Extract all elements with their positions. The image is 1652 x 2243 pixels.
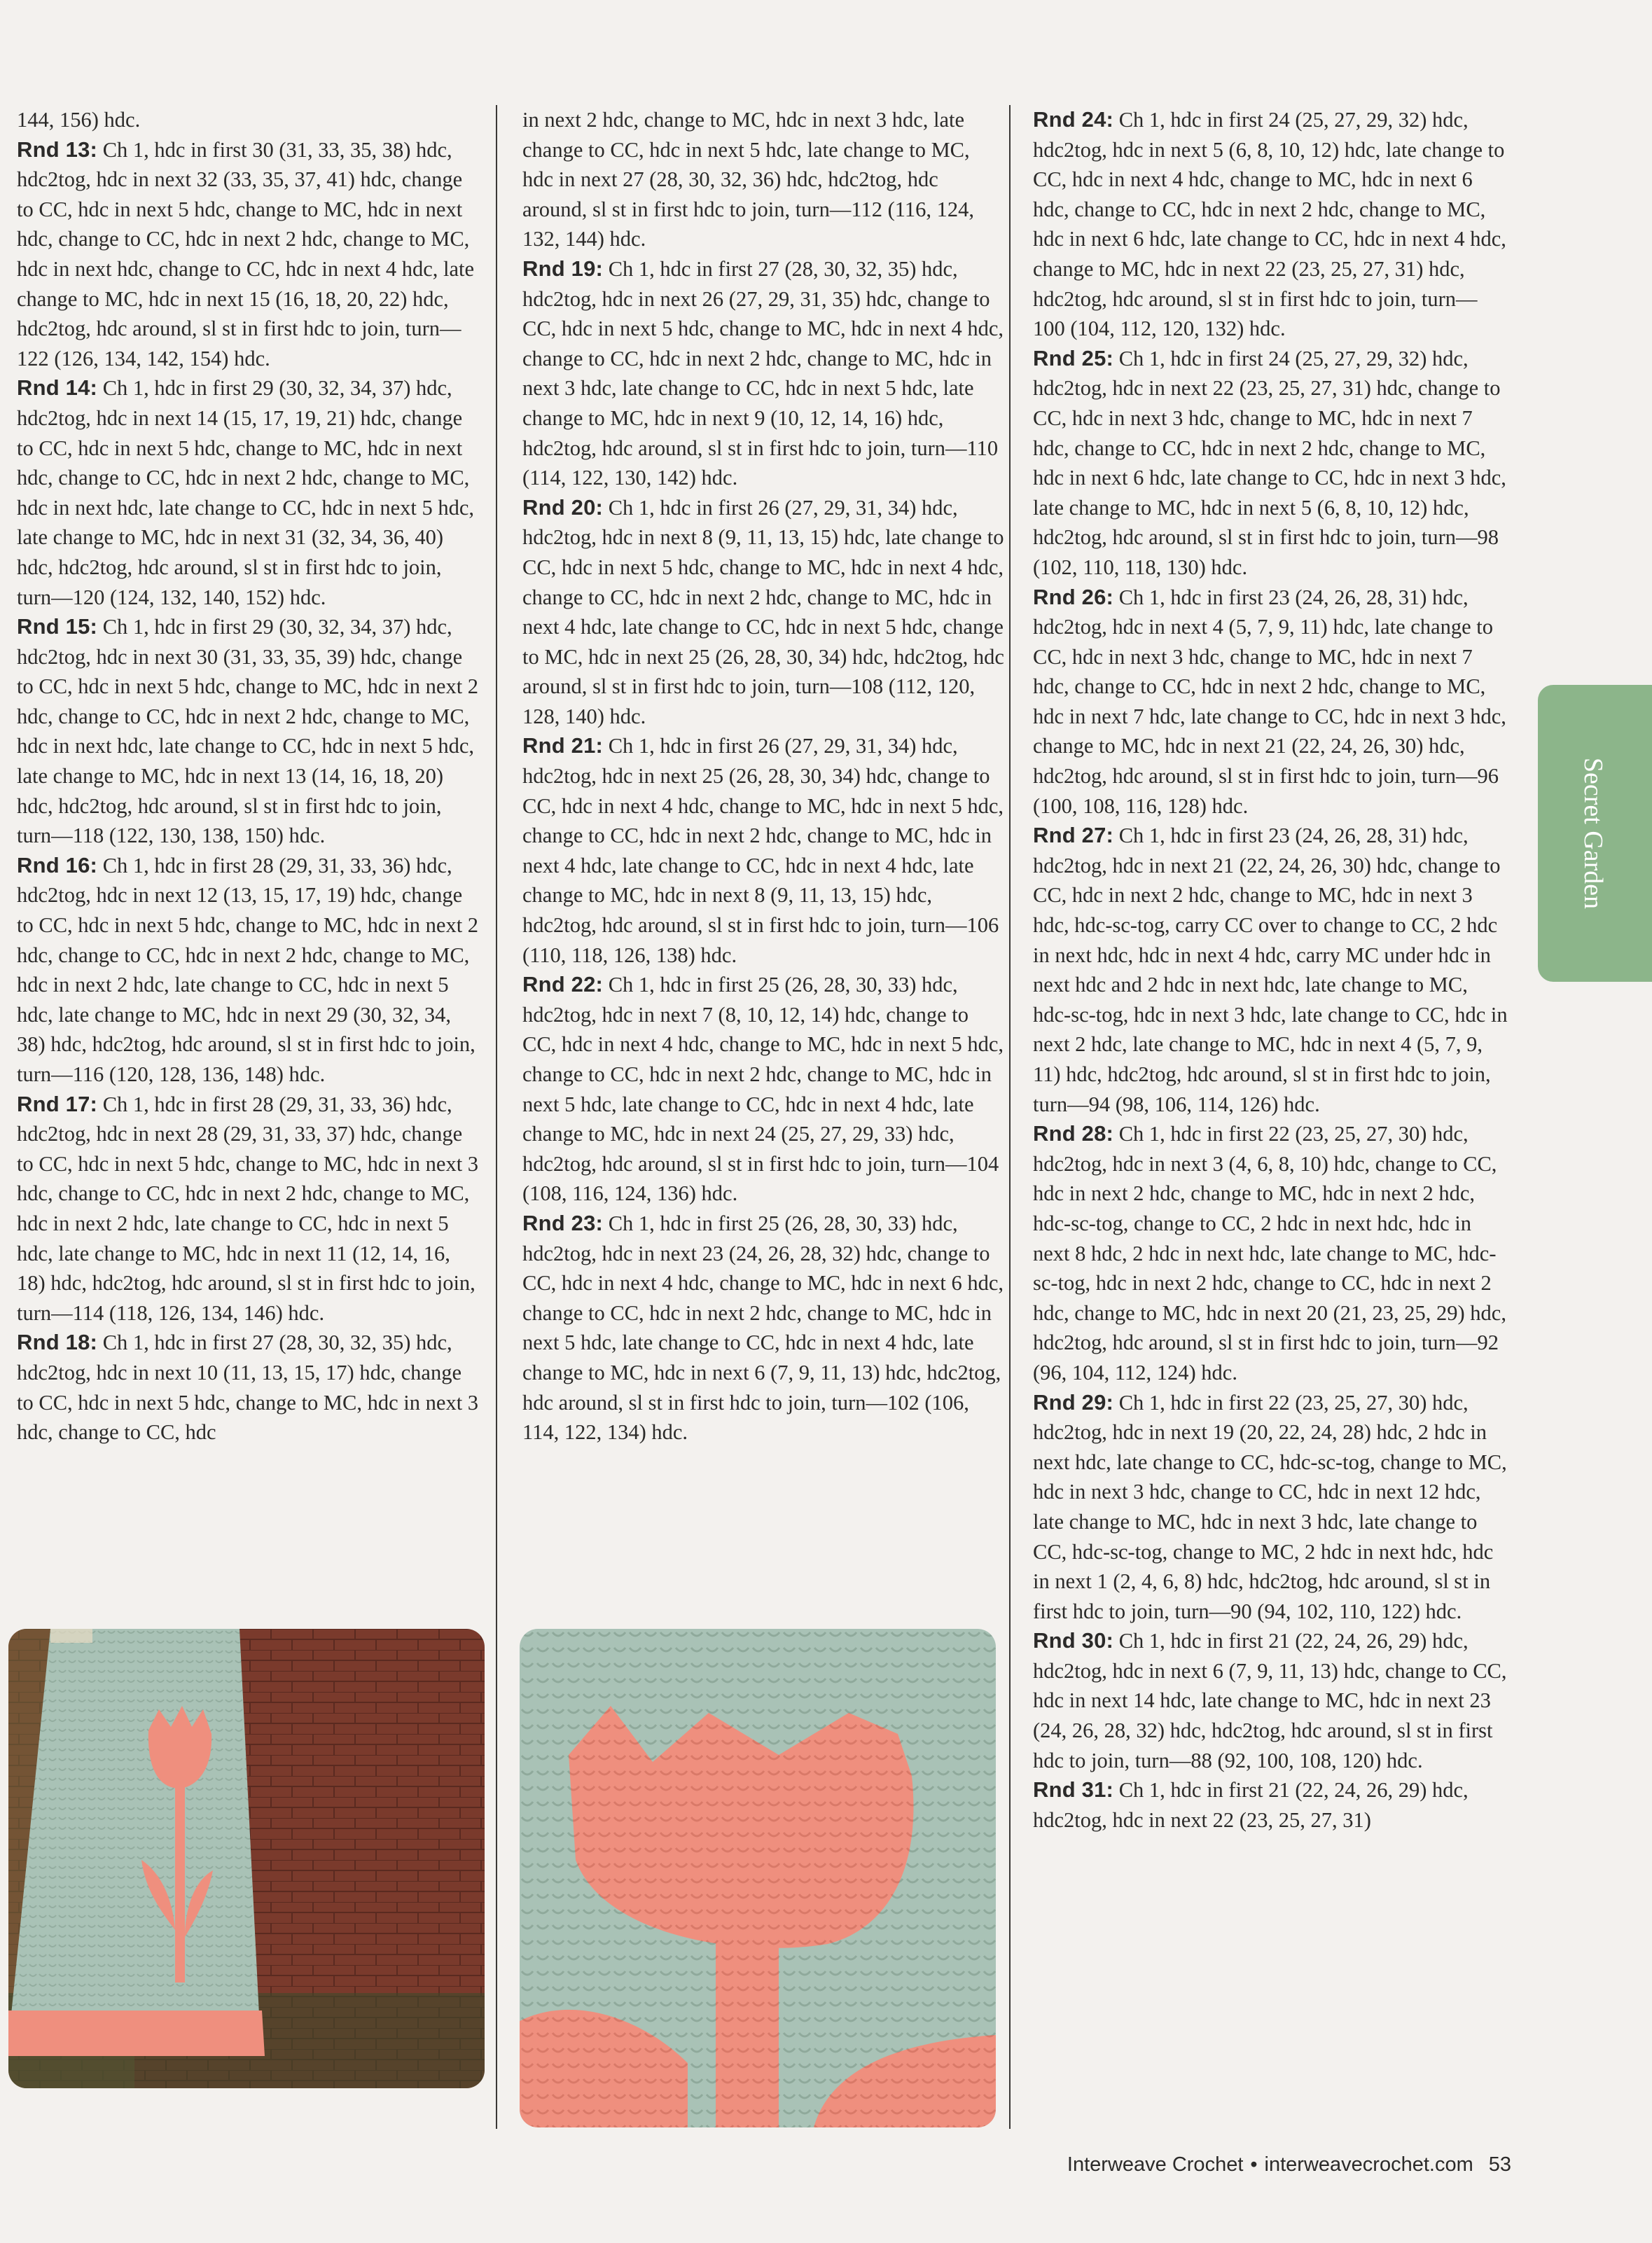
round-label: Rnd 14: — [17, 375, 98, 401]
instruction-text: 144, 156) hdc. — [17, 108, 141, 132]
instruction-paragraph — [1033, 344, 1509, 583]
instruction-paragraph — [1033, 1119, 1509, 1387]
instruction-paragraph — [17, 373, 479, 612]
instruction-text: Ch 1, hdc in first 28 (29, 31, 33, 36) hdc, hdc2tog, hdc in next 28 (29, 31, 33, 37) hdc, change to CC, hdc in next 5 hdc, change to MC, hdc in next 3 hdc, change to CC, hdc in next 2 hdc, change to MC, hdc in next 2 hdc, late change to CC, hdc in next 5 hdc, late change to MC, hdc in next 11 (12, 14, 16, 18) hdc, hdc2tog, hdc around, sl st in first hdc to join, turn—114 (118, 126, 134, 146) hdc. — [17, 1092, 479, 1325]
round-label: Rnd 26: — [1033, 584, 1114, 609]
instruction-text: Ch 1, hdc in first 22 (23, 25, 27, 30) hdc, hdc2tog, hdc in next 3 (4, 6, 8, 10) hdc, change to CC, hdc in next 2 hdc, change to MC, hdc in next 2 hdc, hdc-sc-tog, change to CC, 2 hdc in next hdc, hdc in next 8 hdc, 2 hdc in next hdc, late change to MC, hdc-sc-tog, hdc in next 2 hdc, change to CC, hdc in next 2 hdc, change to MC, hdc in next 20 (21, 23, 25, 29) hdc, hdc2tog, hdc around, sl st in first hdc to join, turn—92 (96, 104, 112, 124) hdc. — [1033, 1122, 1506, 1384]
round-label: Rnd 31: — [1033, 1777, 1114, 1803]
instruction-paragraph — [522, 1209, 1006, 1447]
instruction-text: Ch 1, hdc in first 25 (26, 28, 30, 33) hdc, hdc2tog, hdc in next 23 (24, 26, 28, 32) hdc, change to CC, hdc in next 4 hdc, change to MC, hdc in next 6 hdc, change to CC, hdc in next 2 hdc, change to MC, hdc in next 5 hdc, late change to CC, hdc in next 4 hdc, late change to MC, hdc in next 6 (7, 9, 11, 13) hdc, hdc2tog, hdc around, sl st in first hdc to join, turn—102 (106, 114, 122, 134) hdc. — [522, 1211, 1004, 1445]
round-label: Rnd 18: — [17, 1330, 98, 1355]
instruction-text: Ch 1, hdc in first 26 (27, 29, 31, 34) hdc, hdc2tog, hdc in next 8 (9, 11, 13, 15) hdc, late change to CC, hdc in next 5 hdc, change to MC, hdc in next 4 hdc, change to CC, hdc in next 2 hdc, change to MC, hdc in next 4 hdc, late change to CC, hdc in next 5 hdc, change to MC, hdc in next 25 (26, 28, 30, 34) hdc, hdc2tog, hdc around, sl st in first hdc to join, turn—108 (112, 120, 128, 140) hdc. — [522, 495, 1004, 728]
instruction-text: Ch 1, hdc in first 26 (27, 29, 31, 34) hdc, hdc2tog, hdc in next 25 (26, 28, 30, 34) hdc, change to CC, hdc in next 4 hdc, change to MC, hdc in next 5 hdc, change to CC, hdc in next 2 hdc, change to MC, hdc in next 4 hdc, late change to CC, hdc in next 4 hdc, late change to MC, hdc in next 8 (9, 11, 13, 15) hdc, hdc2tog, hdc around, sl st in first hdc to join, turn—106 (110, 118, 126, 138) hdc. — [522, 734, 1004, 967]
footer-separator: • — [1250, 2153, 1258, 2176]
instruction-paragraph — [522, 254, 1006, 493]
instruction-paragraph — [522, 731, 1006, 970]
instruction-paragraph — [1033, 583, 1509, 821]
tulip-swatch-illustration — [520, 1629, 996, 2127]
instruction-text: Ch 1, hdc in first 30 (31, 33, 35, 38) hdc, hdc2tog, hdc in next 32 (33, 35, 37, 41) hdc, change to CC, hdc in next 5 hdc, change to MC, hdc in next hdc, change to CC, hdc in next 2 hdc, change to MC, hdc in next hdc, change to CC, hdc in next 4 hdc, late change to MC, hdc in next 15 (16, 18, 20, 22) hdc, hdc2tog, hdc around, sl st in first hdc to join, turn—122 (126, 134, 142, 154) hdc. — [17, 137, 475, 370]
page-number: 53 — [1488, 2153, 1511, 2176]
column-3 — [1033, 105, 1509, 1835]
round-label: Rnd 22: — [522, 972, 604, 997]
instruction-paragraph — [17, 1090, 479, 1328]
instruction-paragraph — [522, 105, 1006, 254]
dress-photo-illustration — [8, 1629, 485, 2088]
round-label: Rnd 28: — [1033, 1121, 1114, 1146]
instruction-paragraph — [1033, 1626, 1509, 1775]
instruction-text: Ch 1, hdc in first 25 (26, 28, 30, 33) hdc, hdc2tog, hdc in next 7 (8, 10, 12, 14) hdc, change to CC, hdc in next 4 hdc, change to MC, hdc in next 5 hdc, change to CC, hdc in next 2 hdc, change to MC, hdc in next 5 hdc, late change to CC, hdc in next 4 hdc, late change to MC, hdc in next 24 (25, 27, 29, 33) hdc, hdc2tog, hdc around, sl st in first hdc to join, turn—104 (108, 116, 124, 136) hdc. — [522, 973, 1004, 1206]
section-tab-label: Secret Garden — [1578, 757, 1608, 910]
round-label: Rnd 23: — [522, 1210, 604, 1235]
tulip-swatch-photo — [520, 1629, 996, 2127]
round-label: Rnd 20: — [522, 494, 604, 520]
instruction-text: in next 2 hdc, change to MC, hdc in next 3 hdc, late change to CC, hdc in next 5 hdc, late change to MC, hdc in next 27 (28, 30, 32, 36) hdc, hdc2tog, hdc around, sl st in first hdc to join, turn—112 (116, 124, 132, 144) hdc. — [522, 108, 974, 251]
instruction-text: Ch 1, hdc in first 29 (30, 32, 34, 37) hdc, hdc2tog, hdc in next 30 (31, 33, 35, 39) hdc, change to CC, hdc in next 5 hdc, change to MC, hdc in next 2 hdc, change to CC, hdc in next 2 hdc, change to MC, hdc in next hdc, late change to CC, hdc in next 5 hdc, late change to MC, hdc in next 13 (14, 16, 18, 20) hdc, hdc2tog, hdc around, sl st in first hdc to join, turn—118 (122, 130, 138, 150) hdc. — [17, 615, 479, 848]
round-label: Rnd 24: — [1033, 107, 1114, 132]
round-label: Rnd 17: — [17, 1091, 98, 1116]
instruction-paragraph — [522, 493, 1006, 732]
round-label: Rnd 13: — [17, 137, 98, 162]
instruction-paragraph — [1033, 1775, 1509, 1835]
round-label: Rnd 19: — [522, 256, 604, 281]
round-label: Rnd 25: — [1033, 345, 1114, 370]
instruction-text: Ch 1, hdc in first 21 (22, 24, 26, 29) hdc, hdc2tog, hdc in next 6 (7, 9, 11, 13) hdc, change to CC, hdc in next 14 hdc, late change to MC, hdc in next 23 (24, 26, 28, 32) hdc, hdc2tog, hdc around, sl st in first hdc to join, turn—88 (92, 100, 108, 120) hdc. — [1033, 1629, 1507, 1772]
instruction-text: Ch 1, hdc in first 23 (24, 26, 28, 31) hdc, hdc2tog, hdc in next 21 (22, 24, 26, 30) hdc, change to CC, hdc in next 2 hdc, change to MC, hdc in next 3 hdc, hdc-sc-tog, carry CC over to change to CC, 2 hdc in next hdc, hdc in next 4 hdc, carry MC under hdc in next hdc and 2 hdc in next hdc, late change to MC, hdc-sc-tog, hdc in next 3 hdc, late change to CC, hdc in next 2 hdc, late change to MC, hdc in next 4 (5, 7, 9, 11) hdc, hdc2tog, hdc around, sl st in first hdc to join, turn—94 (98, 106, 114, 126) hdc. — [1033, 824, 1508, 1116]
column-1 — [17, 105, 479, 1447]
instruction-paragraph — [17, 612, 479, 851]
instruction-text: Ch 1, hdc in first 27 (28, 30, 32, 35) hdc, hdc2tog, hdc in next 10 (11, 13, 15, 17) hdc, change to CC, hdc in next 5 hdc, change to MC, hdc in next 3 hdc, change to CC, hdc — [17, 1331, 479, 1445]
page-footer — [965, 2153, 1511, 2176]
instruction-paragraph — [522, 970, 1006, 1209]
round-label: Rnd 16: — [17, 852, 98, 877]
round-label: Rnd 29: — [1033, 1389, 1114, 1415]
instruction-paragraph — [1033, 105, 1509, 344]
instruction-text: Ch 1, hdc in first 21 (22, 24, 26, 29) hdc, hdc2tog, hdc in next 22 (23, 25, 27, 31) — [1033, 1778, 1469, 1832]
instruction-paragraph — [17, 1328, 479, 1447]
footer-website: interweavecrochet.com — [1264, 2153, 1473, 2176]
instruction-text: Ch 1, hdc in first 22 (23, 25, 27, 30) hdc, hdc2tog, hdc in next 19 (20, 22, 24, 28) hdc, 2 hdc in next hdc, late change to CC, hdc-sc-tog, change to MC, hdc in next 3 hdc, change to CC, hdc in next 12 hdc, late change to MC, hdc in next 3 hdc, late change to CC, hdc-sc-tog, change to MC, 2 hdc in next hdc, hdc in next 1 (2, 4, 6, 8) hdc, hdc2tog, hdc around, sl st in first hdc to join, turn—90 (94, 102, 110, 122) hdc. — [1033, 1390, 1507, 1623]
dress-photo — [8, 1629, 485, 2088]
round-label: Rnd 27: — [1033, 823, 1114, 848]
instruction-paragraph — [17, 105, 479, 135]
instruction-paragraph — [17, 851, 479, 1090]
instruction-text: Ch 1, hdc in first 24 (25, 27, 29, 32) hdc, hdc2tog, hdc in next 5 (6, 8, 10, 12) hdc, late change to CC, hdc in next 4 hdc, change to MC, hdc in next 6 hdc, change to CC, hdc in next 2 hdc, change to MC, hdc in next 6 hdc, late change to CC, hdc in next 4 hdc, change to MC, hdc in next 22 (23, 25, 27, 31) hdc, hdc2tog, hdc around, sl st in first hdc to join, turn—100 (104, 112, 120, 132) hdc. — [1033, 108, 1506, 341]
round-label: Rnd 15: — [17, 614, 98, 639]
instruction-text: Ch 1, hdc in first 23 (24, 26, 28, 31) hdc, hdc2tog, hdc in next 4 (5, 7, 9, 11) hdc, late change to CC, hdc in next 3 hdc, change to MC, hdc in next 7 hdc, change to CC, hdc in next 2 hdc, change to MC, hdc in next 7 hdc, late change to CC, hdc in next 3 hdc, change to MC, hdc in next 21 (22, 24, 26, 30) hdc, hdc2tog, hdc around, sl st in first hdc to join, turn—96 (100, 108, 116, 128) hdc. — [1033, 585, 1506, 818]
round-label: Rnd 21: — [522, 733, 604, 758]
instruction-paragraph — [1033, 1388, 1509, 1627]
instruction-text: Ch 1, hdc in first 24 (25, 27, 29, 32) hdc, hdc2tog, hdc in next 22 (23, 25, 27, 31) hdc, change to CC, hdc in next 3 hdc, change to MC, hdc in next 7 hdc, change to CC, hdc in next 2 hdc, change to MC, hdc in next 6 hdc, late change to CC, hdc in next 3 hdc, late change to MC, hdc in next 5 (6, 8, 10, 12) hdc, hdc2tog, hdc around, sl st in first hdc to join, turn—98 (102, 110, 118, 130) hdc. — [1033, 346, 1506, 579]
instruction-text: Ch 1, hdc in first 29 (30, 32, 34, 37) hdc, hdc2tog, hdc in next 14 (15, 17, 19, 21) hdc, change to CC, hdc in next 5 hdc, change to MC, hdc in next hdc, change to CC, hdc in next 2 hdc, change to MC, hdc in next hdc, late change to CC, hdc in next 5 hdc, late change to MC, hdc in next 31 (32, 34, 36, 40) hdc, hdc2tog, hdc around, sl st in first hdc to join, turn—120 (124, 132, 140, 152) hdc. — [17, 376, 475, 609]
footer-publication: Interweave Crochet — [1067, 2153, 1244, 2176]
column-divider — [496, 105, 497, 2129]
column-divider — [1009, 105, 1011, 2129]
instruction-text: Ch 1, hdc in first 27 (28, 30, 32, 35) hdc, hdc2tog, hdc in next 26 (27, 29, 31, 35) hdc, change to CC, hdc in next 5 hdc, change to MC, hdc in next 4 hdc, change to CC, hdc in next 2 hdc, change to MC, hdc in next 3 hdc, late change to CC, hdc in next 5 hdc, late change to MC, hdc in next 9 (10, 12, 14, 16) hdc, hdc2tog, hdc around, sl st in first hdc to join, turn—110 (114, 122, 130, 142) hdc. — [522, 256, 1004, 490]
column-2 — [522, 105, 1006, 1447]
instruction-paragraph — [1033, 821, 1509, 1119]
round-label: Rnd 30: — [1033, 1628, 1114, 1653]
instruction-paragraph — [17, 135, 479, 374]
instruction-text: Ch 1, hdc in first 28 (29, 31, 33, 36) hdc, hdc2tog, hdc in next 12 (13, 15, 17, 19) hdc, change to CC, hdc in next 5 hdc, change to MC, hdc in next 2 hdc, change to CC, hdc in next 2 hdc, change to MC, hdc in next 2 hdc, late change to CC, hdc in next 5 hdc, late change to MC, hdc in next 29 (30, 32, 34, 38) hdc, hdc2tog, hdc around, sl st in first hdc to join, turn—116 (120, 128, 136, 148) hdc. — [17, 853, 479, 1086]
